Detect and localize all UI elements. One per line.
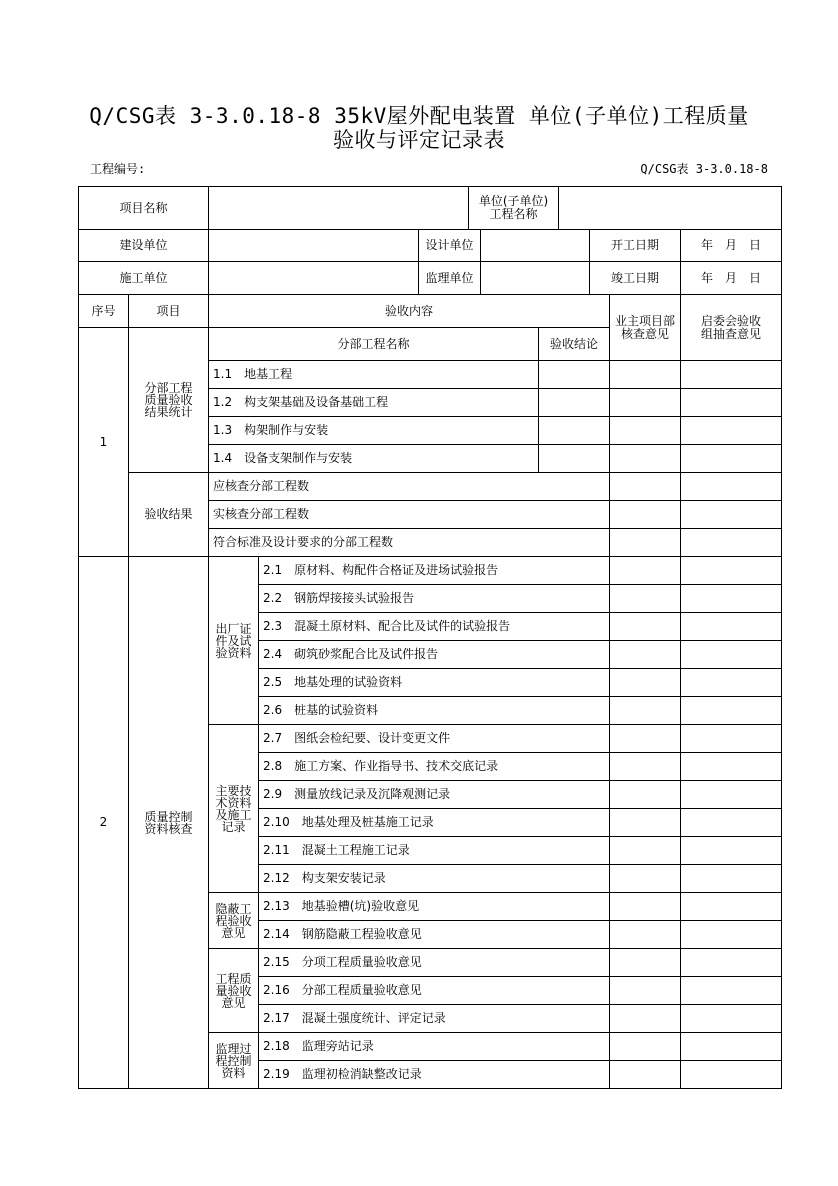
check-item: 2.16 分部工程质量验收意见 <box>259 977 610 1005</box>
committee-cell[interactable] <box>681 1005 782 1033</box>
owner-cell[interactable] <box>610 725 681 753</box>
check-item: 2.7 图纸会检纪要、设计变更文件 <box>259 725 610 753</box>
owner-cell[interactable] <box>610 809 681 837</box>
section1-seq: 1 <box>79 328 129 557</box>
check-item: 2.1 原材料、构配件合格证及进场试验报告 <box>259 557 610 585</box>
owner-cell[interactable] <box>610 865 681 893</box>
group-label: 隐蔽工 程验收 意见 <box>209 893 259 949</box>
result-row: 应核查分部工程数 <box>209 473 610 501</box>
owner-cell[interactable] <box>610 389 681 417</box>
unit-name-label: 单位(子单位) 工程名称 <box>469 187 559 230</box>
record-table <box>78 186 782 1089</box>
section1-label: 分部工程 质量验收 结果统计 <box>129 328 209 473</box>
committee-cell[interactable] <box>681 809 782 837</box>
owner-cell[interactable] <box>610 1005 681 1033</box>
committee-cell[interactable] <box>681 781 782 809</box>
supervisor-value[interactable] <box>481 262 590 295</box>
owner-cell[interactable] <box>610 753 681 781</box>
owner-cell[interactable] <box>610 977 681 1005</box>
builder-value[interactable] <box>209 230 419 262</box>
builder-label: 建设单位 <box>79 230 209 262</box>
form-title-line1: Q/CSG表 3-3.0.18-8 35kV屋外配电装置 单位(子单位)工程质量 <box>89 104 749 128</box>
committee-cell[interactable] <box>681 837 782 865</box>
owner-cell[interactable] <box>610 921 681 949</box>
check-item: 2.3 混凝土原材料、配合比及试件的试验报告 <box>259 613 610 641</box>
owner-cell[interactable] <box>610 837 681 865</box>
owner-cell[interactable] <box>610 641 681 669</box>
committee-cell[interactable] <box>681 585 782 613</box>
check-item: 2.2 钢筋焊接接头试验报告 <box>259 585 610 613</box>
group-label: 工程质 量验收 意见 <box>209 949 259 1033</box>
check-item: 2.9 测量放线记录及沉降观测记录 <box>259 781 610 809</box>
section2-seq: 2 <box>79 557 129 1089</box>
conclusion-header: 验收结论 <box>539 328 610 361</box>
end-date-label: 竣工日期 <box>590 262 681 295</box>
owner-cell[interactable] <box>610 445 681 473</box>
project-name-label: 项目名称 <box>79 187 209 230</box>
check-item: 2.4 砌筑砂浆配合比及试件报告 <box>259 641 610 669</box>
committee-cell[interactable] <box>681 445 782 473</box>
supervisor-label: 监理单位 <box>419 262 481 295</box>
committee-cell[interactable] <box>681 473 782 501</box>
committee-cell[interactable] <box>681 529 782 557</box>
conclusion-cell[interactable] <box>539 445 610 473</box>
committee-cell[interactable] <box>681 697 782 725</box>
project-name-value[interactable] <box>209 187 469 230</box>
check-item: 2.6 桩基的试验资料 <box>259 697 610 725</box>
check-item: 2.8 施工方案、作业指导书、技术交底记录 <box>259 753 610 781</box>
col-committee: 启委会验收 组抽查意见 <box>681 295 782 361</box>
check-item: 2.18 监理旁站记录 <box>259 1033 610 1061</box>
owner-cell[interactable] <box>610 893 681 921</box>
owner-cell[interactable] <box>610 473 681 501</box>
form-code: Q/CSG表 3-3.0.18-8 <box>640 162 768 176</box>
owner-cell[interactable] <box>610 1061 681 1089</box>
committee-cell[interactable] <box>681 669 782 697</box>
end-date-value[interactable]: 年 月 日 <box>681 262 782 295</box>
group-label: 监理过 程控制 资料 <box>209 1033 259 1089</box>
designer-label: 设计单位 <box>419 230 481 262</box>
committee-cell[interactable] <box>681 921 782 949</box>
section1-item: 1.1 地基工程 <box>209 361 539 389</box>
col-content: 验收内容 <box>209 295 610 328</box>
check-item: 2.15 分项工程质量验收意见 <box>259 949 610 977</box>
check-item: 2.5 地基处理的试验资料 <box>259 669 610 697</box>
conclusion-cell[interactable] <box>539 361 610 389</box>
owner-cell[interactable] <box>610 949 681 977</box>
committee-cell[interactable] <box>681 501 782 529</box>
owner-cell[interactable] <box>610 1033 681 1061</box>
owner-cell[interactable] <box>610 585 681 613</box>
check-item: 2.17 混凝土强度统计、评定记录 <box>259 1005 610 1033</box>
committee-cell[interactable] <box>681 641 782 669</box>
committee-cell[interactable] <box>681 361 782 389</box>
check-item: 2.11 混凝土工程施工记录 <box>259 837 610 865</box>
committee-cell[interactable] <box>681 1033 782 1061</box>
owner-cell[interactable] <box>610 613 681 641</box>
conclusion-cell[interactable] <box>539 389 610 417</box>
designer-value[interactable] <box>481 230 590 262</box>
project-code-label: 工程编号: <box>90 162 146 176</box>
committee-cell[interactable] <box>681 977 782 1005</box>
committee-cell[interactable] <box>681 557 782 585</box>
check-item: 2.19 监理初检消缺整改记录 <box>259 1061 610 1089</box>
group-label: 主要技 术资料 及施工 记录 <box>209 725 259 893</box>
check-item: 2.13 地基验槽(坑)验收意见 <box>259 893 610 921</box>
result-label: 验收结果 <box>129 473 209 557</box>
committee-cell[interactable] <box>681 753 782 781</box>
start-date-label: 开工日期 <box>590 230 681 262</box>
section1-item: 1.3 构架制作与安装 <box>209 417 539 445</box>
committee-cell[interactable] <box>681 725 782 753</box>
group-label: 出厂证 件及试 验资料 <box>209 557 259 725</box>
owner-cell[interactable] <box>610 669 681 697</box>
unit-name-value[interactable] <box>559 187 782 230</box>
committee-cell[interactable] <box>681 389 782 417</box>
constructor-label: 施工单位 <box>79 262 209 295</box>
check-item: 2.12 构支架安装记录 <box>259 865 610 893</box>
owner-cell[interactable] <box>610 417 681 445</box>
constructor-value[interactable] <box>209 262 419 295</box>
section1-item: 1.4 设备支架制作与安装 <box>209 445 539 473</box>
owner-cell[interactable] <box>610 529 681 557</box>
result-row: 实核查分部工程数 <box>209 501 610 529</box>
owner-cell[interactable] <box>610 781 681 809</box>
form-title-line2: 验收与评定记录表 <box>333 128 505 152</box>
section2-label: 质量控制 资料核查 <box>129 557 209 1089</box>
conclusion-cell[interactable] <box>539 417 610 445</box>
section1-item: 1.2 构支架基础及设备基础工程 <box>209 389 539 417</box>
check-item: 2.14 钢筋隐蔽工程验收意见 <box>259 921 610 949</box>
committee-cell[interactable] <box>681 417 782 445</box>
committee-cell[interactable] <box>681 949 782 977</box>
result-row: 符合标准及设计要求的分部工程数 <box>209 529 610 557</box>
col-seq: 序号 <box>79 295 129 328</box>
col-owner: 业主项目部 核查意见 <box>610 295 681 361</box>
committee-cell[interactable] <box>681 893 782 921</box>
owner-cell[interactable] <box>610 361 681 389</box>
committee-cell[interactable] <box>681 865 782 893</box>
committee-cell[interactable] <box>681 1061 782 1089</box>
col-item: 项目 <box>129 295 209 328</box>
sub-name-header: 分部工程名称 <box>209 328 539 361</box>
owner-cell[interactable] <box>610 501 681 529</box>
check-item: 2.10 地基处理及桩基施工记录 <box>259 809 610 837</box>
committee-cell[interactable] <box>681 613 782 641</box>
owner-cell[interactable] <box>610 557 681 585</box>
owner-cell[interactable] <box>610 697 681 725</box>
start-date-value[interactable]: 年 月 日 <box>681 230 782 262</box>
